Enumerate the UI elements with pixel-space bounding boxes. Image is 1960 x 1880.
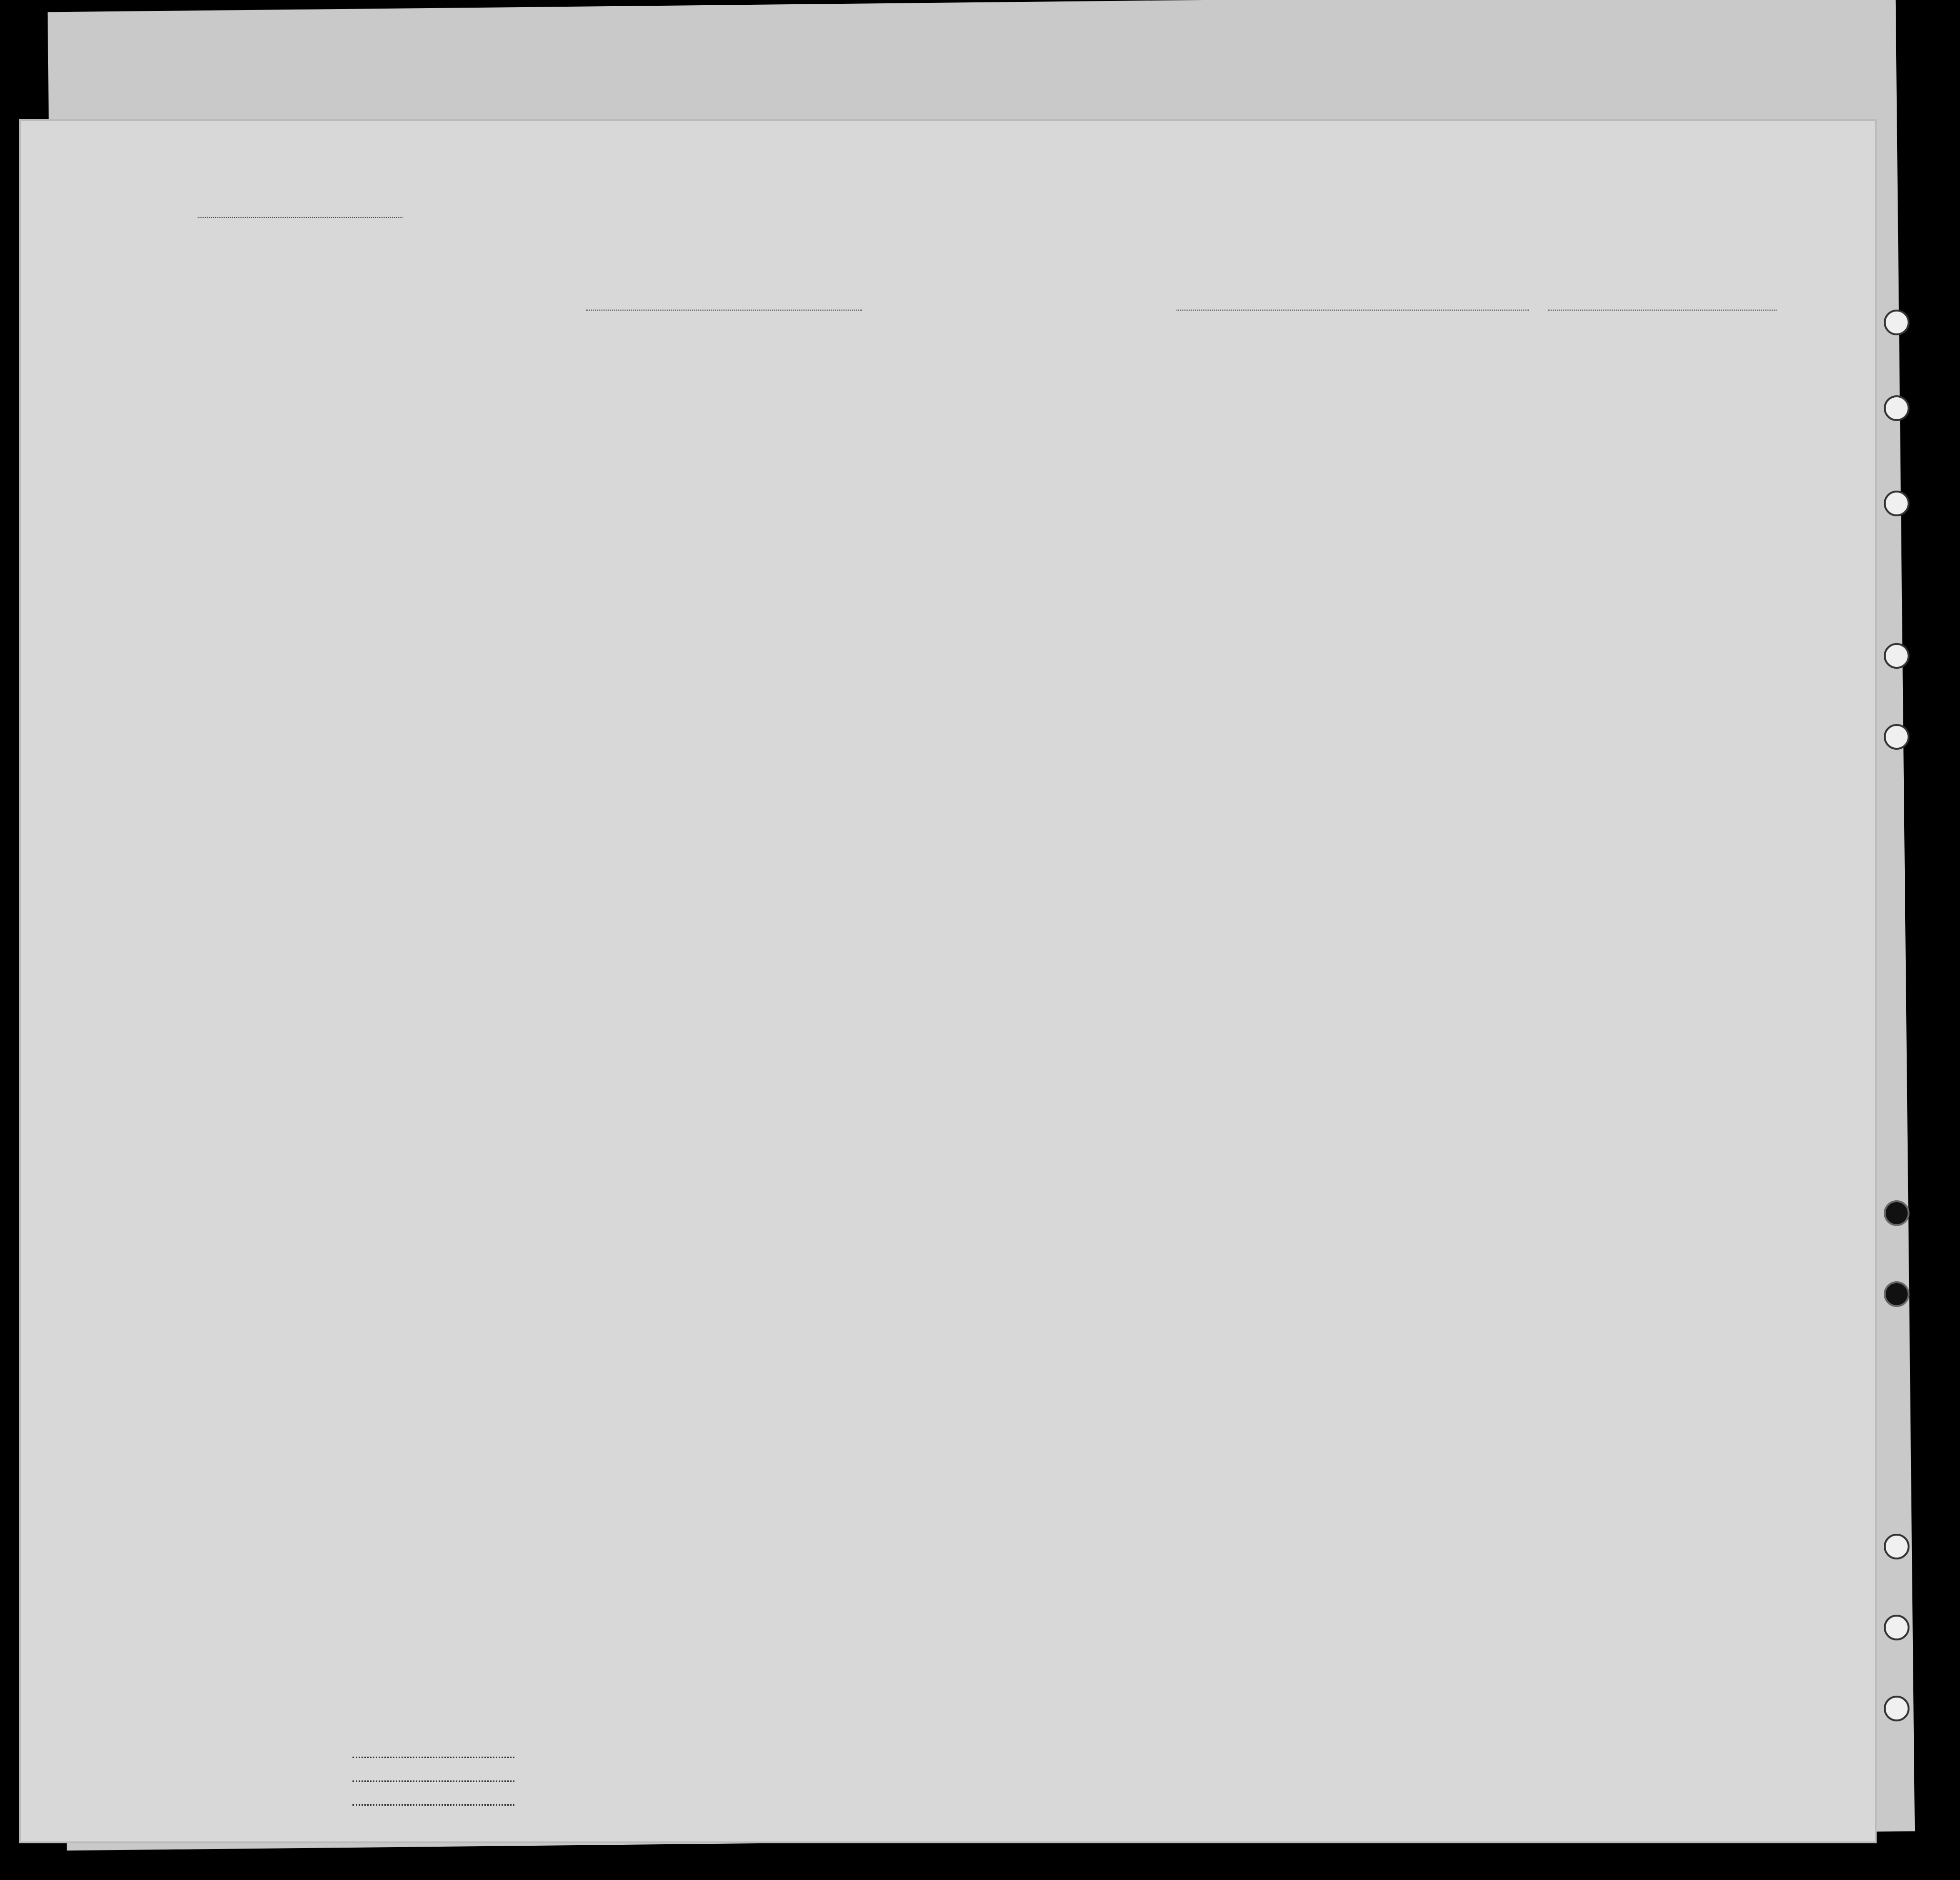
punch-hole xyxy=(1884,1534,1910,1559)
grid-lines xyxy=(19,119,1877,1843)
punch-hole xyxy=(1884,724,1910,750)
punch-hole xyxy=(1884,491,1910,516)
punch-hole xyxy=(1884,1281,1910,1307)
punch-hole xyxy=(1884,1696,1910,1721)
manifest-sheet xyxy=(19,119,1877,1843)
footer-citizens-line xyxy=(352,1780,514,1782)
footer-total-line xyxy=(352,1757,514,1758)
punch-hole xyxy=(1884,1200,1910,1226)
punch-hole xyxy=(1884,1615,1910,1640)
punch-hole xyxy=(1884,643,1910,669)
punch-hole xyxy=(1884,310,1910,335)
punch-hole xyxy=(1884,395,1910,421)
footer-aliens-line xyxy=(352,1804,514,1806)
